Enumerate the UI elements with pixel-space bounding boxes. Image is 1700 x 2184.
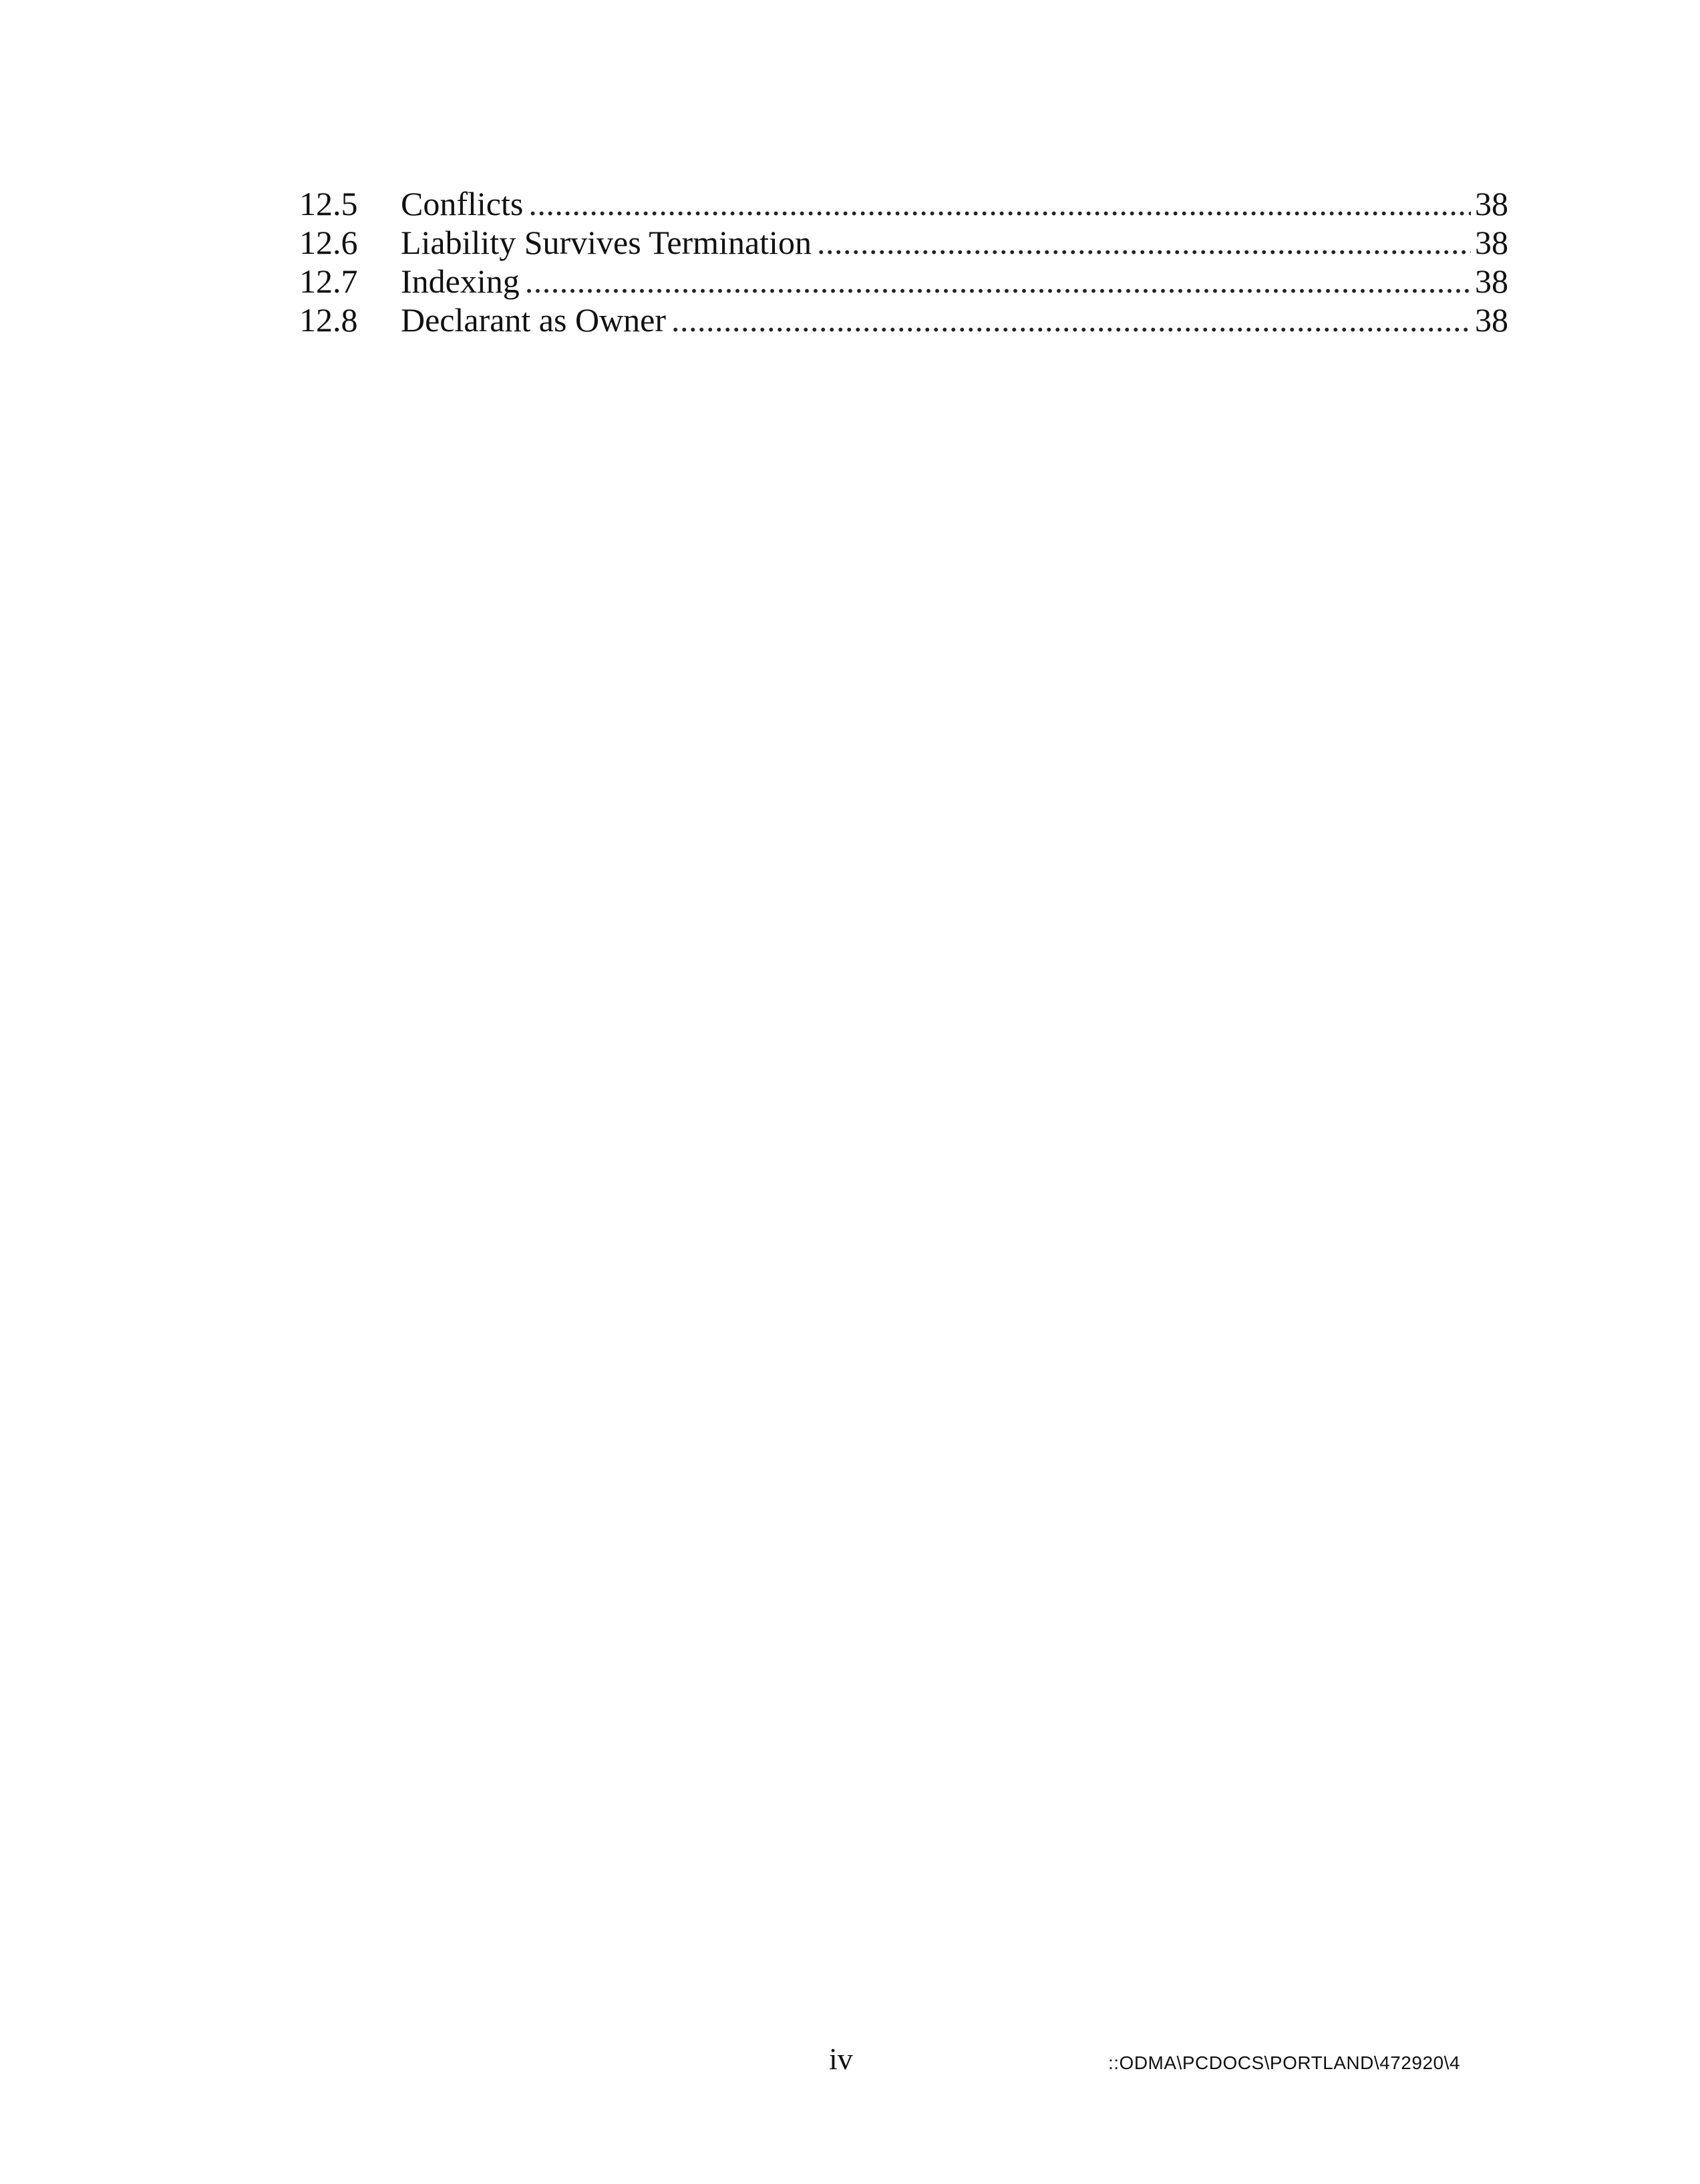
toc-page-number: 38 — [1475, 185, 1508, 222]
footer-document-path: ::ODMA\PCDOCS\PORTLAND\472920\4 — [1108, 2052, 1460, 2073]
toc-entry — [299, 184, 1508, 223]
toc-entry — [299, 301, 1508, 339]
toc-dot-leader — [817, 223, 1471, 262]
toc-section-title: Conflicts — [401, 185, 524, 222]
toc-entry — [299, 262, 1508, 301]
toc-section-number: 12.8 — [299, 301, 358, 339]
toc-section-number: 12.6 — [299, 224, 358, 261]
toc-page-number: 38 — [1475, 301, 1508, 339]
footer-page-number: iv — [829, 2042, 853, 2076]
toc-section-title: Liability Survives Termination — [401, 224, 812, 261]
toc-section-title: Declarant as Owner — [401, 301, 667, 339]
toc-section-title: Indexing — [401, 262, 520, 300]
toc-section-number: 12.5 — [299, 185, 358, 222]
toc-entry — [299, 223, 1508, 262]
toc-dot-leader — [671, 301, 1471, 339]
toc-dot-leader — [528, 184, 1471, 223]
toc-page-number: 38 — [1475, 224, 1508, 261]
toc-dot-leader — [525, 262, 1471, 301]
table-of-contents — [299, 184, 1508, 339]
toc-section-number: 12.7 — [299, 262, 358, 300]
toc-page-number: 38 — [1475, 262, 1508, 300]
